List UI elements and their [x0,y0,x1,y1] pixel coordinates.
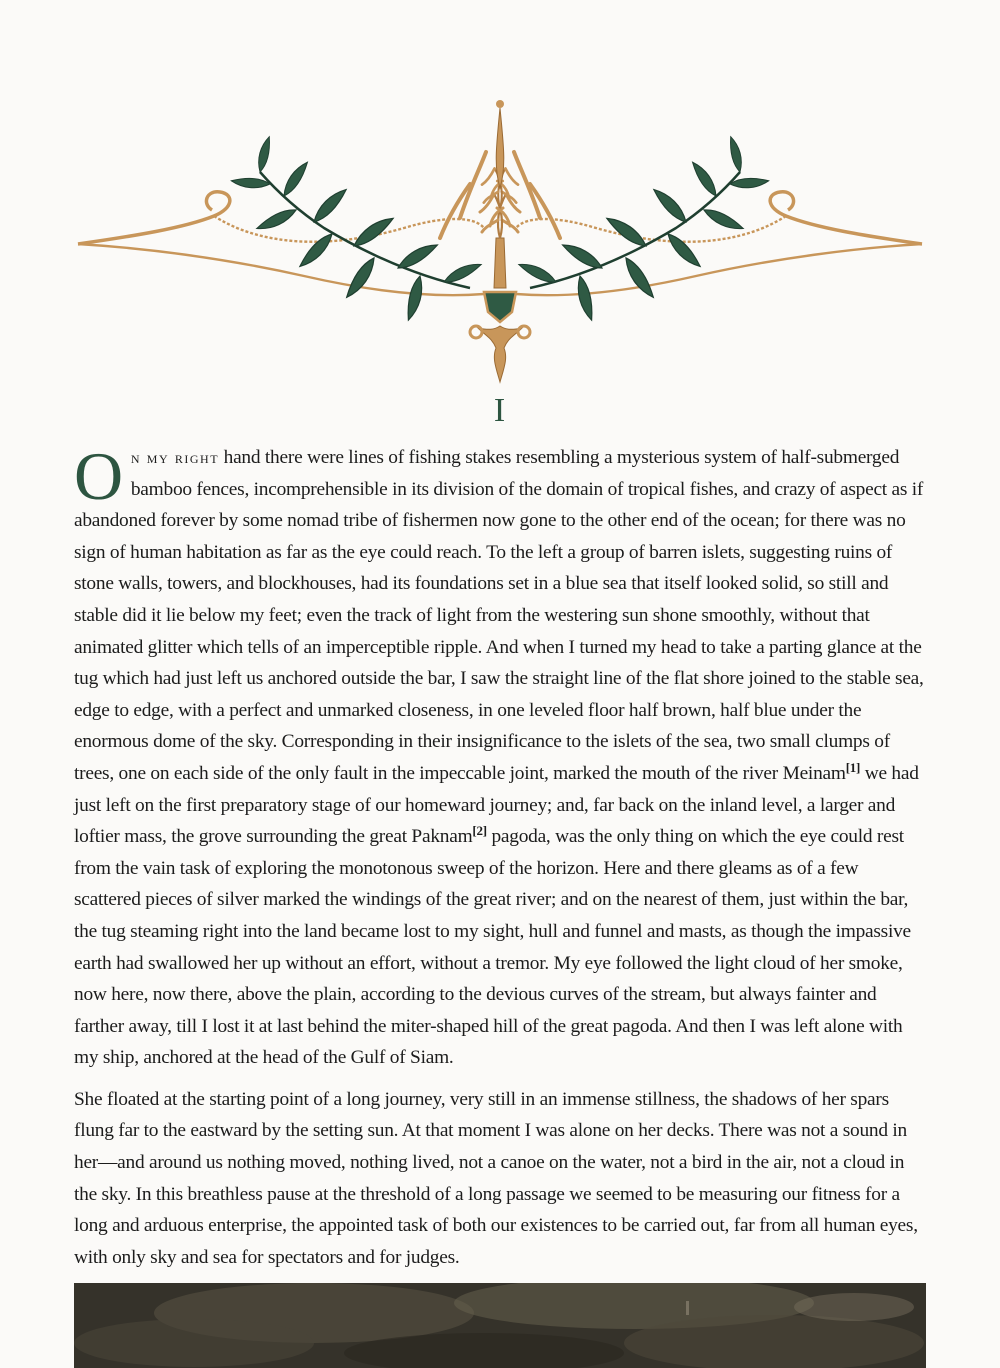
drop-cap: O [74,438,123,514]
chapter-ornament-icon [74,98,926,388]
paragraph-2: She floated at the starting point of a long journey, very still in an immense stillness, the shadows of her spars flung far to the eastward by the setting sun. At that moment I was alone on her decks. There was not a sound in her—and around us nothing moved, nothing lived, not a canoe on the water, not a bird in the air, not a cloud in the sky. In this breathless pause at the threshold of a long passage we seemed to be measuring our fitness for a long and arduous enterprise, the appointed task of both our existences to be carried out, far from all human eyes, with only sky and sea for spectators and for judges. [74,1088,918,1268]
paragraph-1 [74,438,926,1074]
footnote-link-2[interactable]: [2] [472,823,487,839]
illustration-texture-icon [74,1283,926,1368]
paragraph-1-text-c: pagoda, was the only thing on which the eye could rest from the vain task of exploring the monotonous sweep of the horizon. Here and there gleams as of a few scattered pieces of silver marked the windings of the great river; and on the nearest of them, just within the bar, the tug steaming right into the land became lost to my sight, hull and funnel and masts, as though the impassive earth had swallowed her up without an effort, without a tremor. My eye followed the light cloud of her smoke, now here, now there, above the plain, according to the devious curves of the stream, but always fainter and farther away, till I lost it at last behind the miter-shaped hill of the great pagoda. And then I was left alone with my ship, anchored at the head of the Gulf of Siam. [74,826,911,1069]
illustration-plate [74,1283,926,1368]
paragraph-1-text-b: we had just left on the first preparatory stage of our homeward journey; and, far back on the inland level, a larger and loftier mass, the grove surrounding the great Paknam [74,762,919,848]
chapter-text [74,438,926,1273]
paragraph-1-text-a: hand there were lines of fishing stakes resembling a mysterious system of half-submerged bamboo fences, incomprehensible in its division of the domain of tropical fishes, and crazy of aspect as if abandoned forever by some nomad tribe of fishermen now gone to the other end of the ocean; for there was no sign of human habitation as far as the eye could reach. To the left a group of barren islets, suggesting ruins of stone walls, towers, and blockhouses, had its foundations set in a blue sea that itself looked solid, so still and stable did it lie below my feet; even the track of light from the westering sun shone smoothly, without that animated glitter which tells of an imperceptible ripple. And when I turned my head to take a parting glance at the tug which had just left us anchored outside the bar, I saw the straight line of the flat shore joined to the stable sea, edge to edge, with a perfect and unmarked closeness, in one leveled floor half brown, half blue under the enormous dome of the sky. Corresponding in their insignificance to the islets of the sea, two small clumps of trees, one on each side of the only fault in the impeccable joint, marked the mouth of the river Meinam [74,447,924,784]
chapter-number: I [493,392,507,429]
small-caps-lead: n my right [130,448,220,467]
footnote-link-1[interactable]: [1] [845,759,861,775]
